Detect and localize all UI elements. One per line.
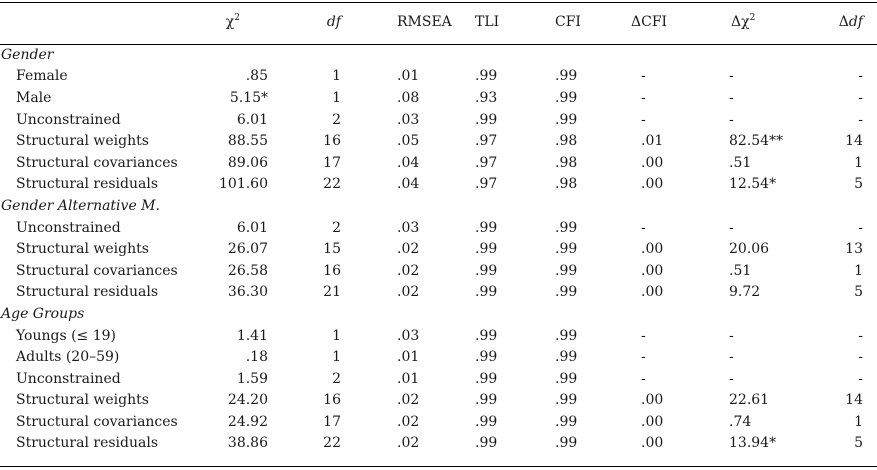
tli-cell: .97 <box>475 176 498 193</box>
table-row <box>0 411 877 433</box>
chi-square-cell: 5.15* <box>229 89 268 106</box>
df-cell: 1 <box>332 349 341 366</box>
table-row <box>0 152 877 174</box>
delta-chi-square-cell: - <box>729 68 734 85</box>
row-label: Female <box>16 68 68 85</box>
section-header-row <box>0 44 877 66</box>
header-label-blank <box>0 0 200 44</box>
delta-chi-square-cell: 9.72 <box>729 284 761 301</box>
rmsea-cell: .04 <box>397 154 420 171</box>
delta-chi-square-cell: 20.06 <box>729 241 770 258</box>
delta-chi-square-cell: .74 <box>729 413 752 430</box>
tli-cell: .99 <box>475 349 498 366</box>
rmsea-cell: .05 <box>397 133 420 150</box>
delta-df-cell: 1 <box>854 262 863 279</box>
delta-chi-square-cell: 13.94* <box>729 435 777 452</box>
table-row <box>0 433 877 455</box>
chi-square-cell: 26.07 <box>227 241 268 258</box>
delta-cfi-cell: .00 <box>641 284 664 301</box>
row-label: Structural residuals <box>16 176 159 193</box>
table-row <box>0 390 877 412</box>
chi-square-cell: 26.58 <box>227 262 268 279</box>
delta-cfi-cell: .00 <box>641 435 664 452</box>
delta-chi-square-cell: 22.61 <box>729 392 770 409</box>
row-label: Structural covariances <box>16 413 178 430</box>
delta-df-cell: 13 <box>845 241 863 258</box>
chi-square-cell: 24.20 <box>227 392 268 409</box>
chi-square-cell: 1.41 <box>236 327 268 344</box>
delta-cfi-cell: .00 <box>641 241 664 258</box>
row-label: Youngs (≤ 19) <box>16 327 117 344</box>
tli-cell: .99 <box>475 435 498 452</box>
delta-cfi-cell: - <box>641 327 646 344</box>
chi-square-cell: 89.06 <box>227 154 268 171</box>
df-cell: 16 <box>323 133 341 150</box>
header-delta-cfi: ΔCFI <box>631 14 668 30</box>
cfi-cell: .99 <box>555 68 578 85</box>
tli-cell: .99 <box>475 111 498 128</box>
delta-df-cell: 14 <box>845 392 863 409</box>
chi-square-cell: 38.86 <box>227 435 268 452</box>
df-cell: 16 <box>323 392 341 409</box>
delta-cfi-cell: - <box>641 111 646 128</box>
df-cell: 1 <box>332 327 341 344</box>
tli-cell: .99 <box>475 241 498 258</box>
delta-chi-square-cell: - <box>729 219 734 236</box>
chi-square-cell: 6.01 <box>236 219 268 236</box>
chi-square-cell: 101.60 <box>219 176 268 193</box>
tli-cell: .99 <box>475 327 498 344</box>
row-label: Male <box>16 89 52 106</box>
delta-df-cell: - <box>858 349 863 366</box>
row-label: Unconstrained <box>16 111 121 128</box>
df-cell: 21 <box>323 284 341 301</box>
tli-cell: .99 <box>475 262 498 279</box>
cfi-cell: .99 <box>555 219 578 236</box>
delta-cfi-cell: .00 <box>641 154 664 171</box>
df-cell: 2 <box>332 219 341 236</box>
cfi-cell: .98 <box>555 176 578 193</box>
delta-chi-square-cell: 12.54* <box>729 176 777 193</box>
table-row <box>0 130 877 152</box>
df-cell: 22 <box>323 176 341 193</box>
tli-cell: .99 <box>475 413 498 430</box>
delta-df-cell: 14 <box>845 133 863 150</box>
tli-cell: .97 <box>475 154 498 171</box>
row-label: Structural weights <box>16 133 149 150</box>
row-label: Structural covariances <box>16 262 178 279</box>
table-row <box>0 66 877 88</box>
rmsea-cell: .04 <box>397 176 420 193</box>
tli-cell: .99 <box>475 370 498 387</box>
header-tli: TLI <box>475 14 500 30</box>
header-delta-chi-square: $\Delta\chi^2$ <box>731 13 756 30</box>
row-label: Structural weights <box>16 392 149 409</box>
rmsea-cell: .02 <box>397 284 420 301</box>
rmsea-cell: .01 <box>397 370 420 387</box>
delta-df-cell: - <box>858 89 863 106</box>
row-label: Unconstrained <box>16 219 121 236</box>
header-rmsea: RMSEA <box>397 14 452 30</box>
header-df: df <box>326 14 341 30</box>
tli-cell: .99 <box>475 392 498 409</box>
cfi-cell: .99 <box>555 392 578 409</box>
header-delta-df: Δdf <box>838 14 863 30</box>
row-label: Structural residuals <box>16 284 159 301</box>
rmsea-cell: .02 <box>397 435 420 452</box>
table-row <box>0 325 877 347</box>
delta-df-cell: - <box>858 370 863 387</box>
df-cell: 2 <box>332 370 341 387</box>
row-label: Structural residuals <box>16 435 159 452</box>
table-row <box>0 87 877 109</box>
cfi-cell: .99 <box>555 262 578 279</box>
delta-cfi-cell: .00 <box>641 392 664 409</box>
rmsea-cell: .02 <box>397 413 420 430</box>
chi-square-cell: 88.55 <box>227 133 268 150</box>
delta-df-cell: 5 <box>854 176 863 193</box>
header-row <box>0 0 877 44</box>
delta-chi-square-cell: - <box>729 349 734 366</box>
row-label: Unconstrained <box>16 370 121 387</box>
chi-square-cell: .85 <box>245 68 268 85</box>
df-cell: 22 <box>323 435 341 452</box>
delta-df-cell: - <box>858 68 863 85</box>
delta-df-cell: - <box>858 219 863 236</box>
rmsea-cell: .03 <box>397 219 420 236</box>
delta-cfi-cell: .01 <box>641 133 664 150</box>
cfi-cell: .99 <box>555 241 578 258</box>
cfi-cell: .99 <box>555 435 578 452</box>
delta-df-cell: - <box>858 111 863 128</box>
delta-cfi-cell: - <box>641 219 646 236</box>
table-row <box>0 260 877 282</box>
delta-cfi-cell: - <box>641 370 646 387</box>
cfi-cell: .99 <box>555 327 578 344</box>
chi-square-cell: .18 <box>245 349 268 366</box>
header-cfi: CFI <box>555 14 581 30</box>
delta-cfi-cell: - <box>641 68 646 85</box>
section-header-row <box>0 195 877 217</box>
section-title: Gender Alternative M. <box>1 197 160 214</box>
rmsea-cell: .02 <box>397 392 420 409</box>
table-body <box>0 44 877 454</box>
delta-cfi-cell: - <box>641 89 646 106</box>
cfi-cell: .98 <box>555 154 578 171</box>
rmsea-cell: .02 <box>397 262 420 279</box>
cfi-cell: .99 <box>555 370 578 387</box>
row-label: Structural covariances <box>16 154 178 171</box>
row-label: Adults (20–59) <box>16 349 120 366</box>
delta-cfi-cell: - <box>641 349 646 366</box>
chi-square-cell: 6.01 <box>236 111 268 128</box>
cfi-cell: .99 <box>555 89 578 106</box>
section-title: Gender <box>1 46 54 63</box>
chi-square-cell: 24.92 <box>227 413 268 430</box>
df-cell: 1 <box>332 89 341 106</box>
delta-chi-square-cell: - <box>729 89 734 106</box>
delta-chi-square-cell: .51 <box>729 154 752 171</box>
chi-square-cell: 1.59 <box>236 370 268 387</box>
table-row <box>0 368 877 390</box>
delta-df-cell: 5 <box>854 284 863 301</box>
df-cell: 15 <box>323 241 341 258</box>
rmsea-cell: .01 <box>397 68 420 85</box>
df-cell: 17 <box>323 154 341 171</box>
rmsea-cell: .01 <box>397 349 420 366</box>
table-row <box>0 238 877 260</box>
cfi-cell: .98 <box>555 133 578 150</box>
delta-df-cell: 1 <box>854 413 863 430</box>
cfi-cell: .99 <box>555 413 578 430</box>
delta-cfi-cell: .00 <box>641 176 664 193</box>
chi-square-cell: 36.30 <box>227 284 268 301</box>
tli-cell: .99 <box>475 284 498 301</box>
delta-df-cell: - <box>858 327 863 344</box>
delta-df-cell: 5 <box>854 435 863 452</box>
tli-cell: .97 <box>475 133 498 150</box>
tli-cell: .93 <box>475 89 498 106</box>
df-cell: 1 <box>332 68 341 85</box>
delta-cfi-cell: .00 <box>641 413 664 430</box>
cfi-cell: .99 <box>555 111 578 128</box>
rmsea-cell: .02 <box>397 241 420 258</box>
delta-chi-square-cell: - <box>729 370 734 387</box>
header-chi-square: $\chi^2$ <box>225 13 240 30</box>
df-cell: 2 <box>332 111 341 128</box>
delta-chi-square-cell: .51 <box>729 262 752 279</box>
delta-chi-square-cell: - <box>729 111 734 128</box>
df-cell: 17 <box>323 413 341 430</box>
tli-cell: .99 <box>475 68 498 85</box>
bottom-rule <box>0 466 877 467</box>
delta-chi-square-cell: 82.54** <box>729 133 784 150</box>
section-title: Age Groups <box>1 305 85 322</box>
df-cell: 16 <box>323 262 341 279</box>
section-header-row <box>0 303 877 325</box>
table-row <box>0 346 877 368</box>
delta-df-cell: 1 <box>854 154 863 171</box>
delta-chi-square-cell: - <box>729 327 734 344</box>
tli-cell: .99 <box>475 219 498 236</box>
rmsea-cell: .08 <box>397 89 420 106</box>
cfi-cell: .99 <box>555 284 578 301</box>
table-row <box>0 174 877 196</box>
row-label: Structural weights <box>16 241 149 258</box>
table-row <box>0 109 877 131</box>
delta-cfi-cell: .00 <box>641 262 664 279</box>
cfi-cell: .99 <box>555 349 578 366</box>
rmsea-cell: .03 <box>397 327 420 344</box>
table-row <box>0 282 877 304</box>
table-row <box>0 217 877 239</box>
rmsea-cell: .03 <box>397 111 420 128</box>
